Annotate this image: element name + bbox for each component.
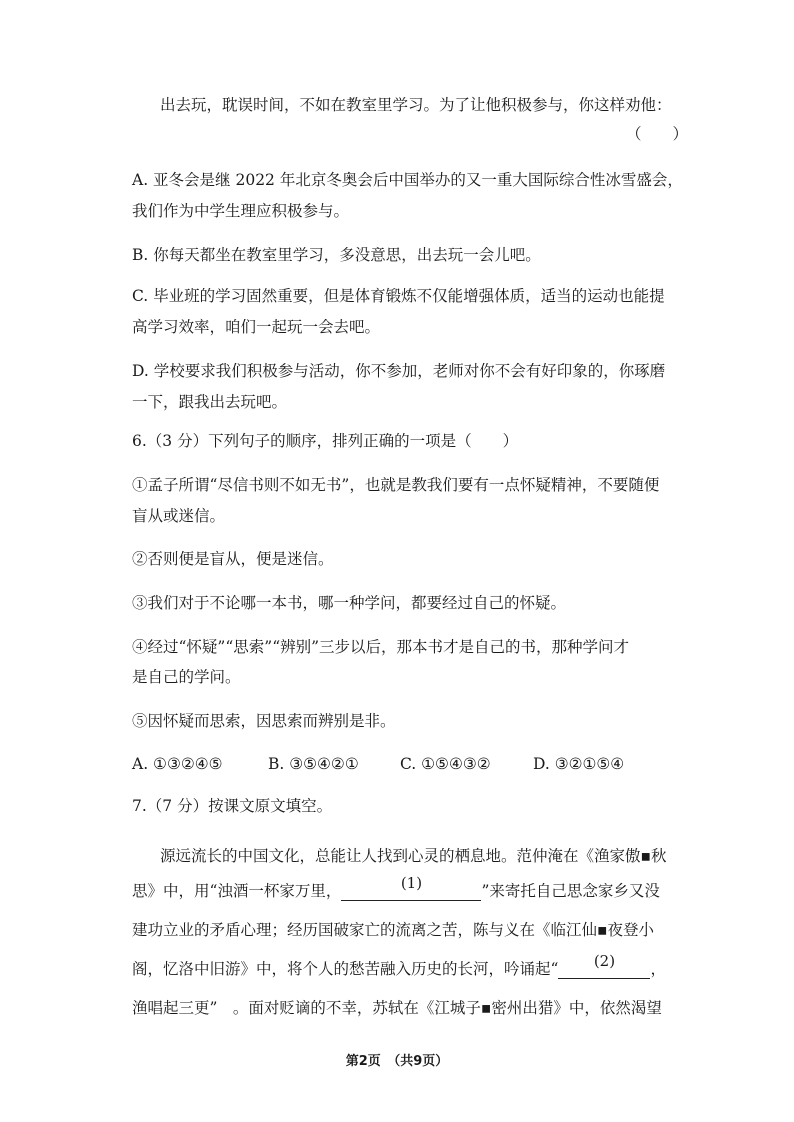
q5-option-a-line1: A. 亚冬会是继 2022 年北京冬奥会后中国举办的又一重大国际综合性冰雪盛会， <box>132 171 683 189</box>
blank-2-number: (2) <box>593 952 616 970</box>
q7-stem: 7.（7 分）按课文原文填空。 <box>132 797 333 815</box>
q5-option-a-line2: 我们作为中学生理应积极参与。 <box>132 202 350 220</box>
q7-paragraph-line5: 渔唱起三更” 。面对贬谪的不幸，苏轼在《江城子▪密州出猎》中，依然渴望 <box>132 999 662 1017</box>
q5-option-c-line1: C. 毕业班的学习固然重要，但是体育锻炼不仅能增强体质，适当的运动也能提 <box>132 287 665 305</box>
q7-line2-before-blank: 思》中，用“浊酒一杯家万里， <box>132 882 342 900</box>
q6-stem: 6.（3 分）下列句子的顺序，排列正确的一项是（ ） <box>132 432 519 450</box>
q5-answer-bracket: （ ） <box>626 125 689 143</box>
q6-sentence-2: ②否则便是盲从，便是迷信。 <box>132 550 334 568</box>
q5-option-c-line2: 高学习效率，咱们一起玩一会去吧。 <box>132 318 381 336</box>
q6-option-c: C. ①⑤④③② <box>400 755 491 773</box>
q7-paragraph-line1: 源远流长的中国文化，总能让人找到心灵的栖息地。范仲淹在《渔家傲▪秋 <box>160 847 667 865</box>
page-footer: 第2页 （共9页） <box>345 1054 449 1069</box>
fill-blank-1[interactable] <box>341 874 481 901</box>
q5-option-d-line2: 一下，跟我出去玩吧。 <box>132 393 288 411</box>
q5-option-d-line1: D. 学校要求我们积极参与活动，你不参加，老师对你不会有好印象的，你琢磨 <box>132 362 666 380</box>
q7-paragraph-line2 <box>132 874 660 902</box>
q5-option-b: B. 你每天都坐在教室里学习，多没意思，出去玩一会儿吧。 <box>132 246 541 264</box>
q7-line4-before-blank: 阁，忆洛中旧游》中，将个人的愁苦融入历史的长河，吟诵起“ <box>132 960 559 978</box>
q7-line2-after-blank: ”来寄托自己思念家乡又没 <box>481 882 660 900</box>
q7-line4-after-blank: ， <box>650 960 666 978</box>
q6-sentence-5: ⑤因怀疑而思索，因思索而辨别是非。 <box>132 712 396 730</box>
q6-sentence-4-line1: ④经过“怀疑”“思索”“辨别”三步以后，那本书才是自己的书，那种学问才 <box>132 638 630 656</box>
q7-paragraph-line3: 建功立业的矛盾心理；经历国破家亡的流离之苦，陈与义在《临江仙▪夜登小 <box>132 921 655 939</box>
q6-option-d: D. ③②①⑤④ <box>533 755 625 773</box>
fill-blank-2[interactable] <box>558 952 650 979</box>
q7-paragraph-line4 <box>132 952 666 980</box>
q6-sentence-3: ③我们对于不论哪一本书，哪一种学问，都要经过自己的怀疑。 <box>132 594 567 612</box>
q6-sentence-1-line2: 盲从或迷信。 <box>132 507 226 525</box>
q6-option-b: B. ③⑤④②① <box>268 755 359 773</box>
q6-sentence-1-line1: ①孟子所谓“尽信书则不如无书”，也就是教我们要有一点怀疑精神，不要随便 <box>132 476 660 494</box>
blank-1-number: (1) <box>400 874 423 892</box>
q5-intro: 出去玩，耽误时间，不如在教室里学习。为了让他积极参与，你这样劝他： <box>160 96 672 114</box>
q6-sentence-4-line2: 是自己的学问。 <box>132 668 241 686</box>
q6-option-a: A. ①③②④⑤ <box>132 755 223 773</box>
